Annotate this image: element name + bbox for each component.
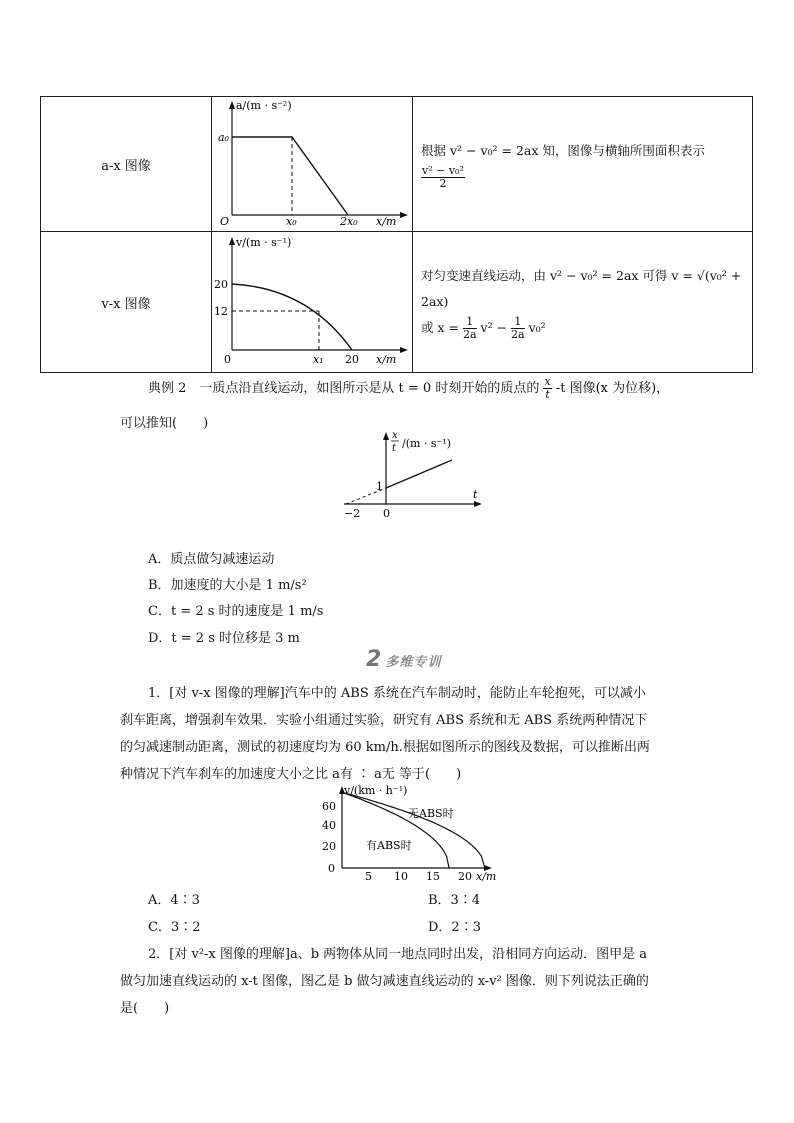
vx-frac2: [511, 316, 525, 341]
vx-label: v-x 图像: [101, 296, 151, 312]
ax-desc-text: 根据 v² − v₀² = 2ax 知，图像与横轴所围面积表示: [421, 143, 705, 158]
ex2-x-arrow: [474, 501, 482, 507]
vx-graph-cell: [212, 232, 413, 373]
example2-option-d[interactable]: D．t = 2 s 时位移是 3 m: [148, 631, 300, 646]
q1-xlabel: x/m: [476, 870, 497, 882]
q1-xtick-5: 5: [365, 870, 372, 882]
ex2-ylabel-num: x: [392, 430, 398, 441]
ax-label: a-x 图像: [101, 158, 151, 174]
q1-line1: 1．[对 v-x 图像的理解]汽车中的 ABS 系统在汽车制动时，能防止车轮抱死，可以减小: [148, 686, 646, 701]
table-row-ax: [41, 97, 753, 232]
example2-suffix: -t 图像(x 为位移)，: [555, 381, 670, 396]
q1-ytick-0: 0: [328, 862, 335, 875]
ex2-ylabel: /(m · s⁻¹): [402, 437, 452, 450]
q1-option-d[interactable]: D．2∶3: [428, 920, 481, 935]
vx-x20-label: 20: [345, 353, 359, 366]
ax-origin-label: O: [220, 215, 230, 227]
q1-option-a[interactable]: A．4∶3: [148, 893, 200, 908]
vx-frac2-den: 2a: [511, 328, 525, 341]
example2-option-c[interactable]: C．t = 2 s 时的速度是 1 m/s: [148, 604, 324, 619]
table-row-vx: [41, 232, 753, 373]
example2-line1: [148, 376, 669, 401]
ex2-ylabel-den: t: [392, 443, 397, 454]
ex2-one-label: 1: [376, 480, 383, 493]
q2-line2: 做匀加速直线运动的 x-t 图像，图乙是 b 做匀减速直线运动的 x-v² 图像．则下列说法正确的: [120, 974, 649, 989]
example2-line2: 可以推知( ): [120, 416, 209, 431]
example2-option-b[interactable]: B．加速度的大小是 1 m/s²: [148, 578, 307, 593]
ax-graph: [212, 97, 412, 227]
q1-label-abs: 有ABS时: [366, 839, 412, 852]
q1-chart: [310, 782, 500, 882]
ex2-line: [386, 460, 452, 488]
ax-y-arrow: [229, 101, 235, 109]
ax-curve: [232, 137, 348, 215]
example2-prefix: 典例 2 一质点沿直线运动，如图所示是从 t = 0 时刻开始的质点的: [148, 381, 540, 396]
vx-frac1: [463, 316, 477, 341]
q1-label-no-abs: 无ABS时: [408, 807, 454, 820]
q1-line2: 刹车距离，增强刹车效果．实验小组通过实验，研究有 ABS 系统和无 ABS 系统两种情况下: [120, 713, 648, 728]
q1-line3: 的匀减速制动距离，测试的初速度均为 60 km/h.根据如图所示的图线及数据，可以推断出两: [120, 740, 650, 755]
vx-xlabel: x/m: [376, 353, 397, 366]
ax-2x0-label: 2x₀: [340, 215, 358, 227]
q1-ylabel: v/(km · h⁻¹): [344, 784, 408, 797]
vx-frac2-num: 1: [511, 316, 525, 329]
row-label-vx: [41, 232, 212, 373]
q1-xtick-20: 20: [458, 870, 472, 882]
q1-xtick-10: 10: [394, 870, 408, 882]
example2-graph: [330, 428, 490, 520]
ax-desc-fraction: [421, 165, 465, 190]
vx-desc-line1: 对匀变速直线运动，由 v² − v₀² = 2ax 可得 v = √(v₀² + 2ax): [421, 268, 742, 309]
example2-option-a[interactable]: A．质点做匀减速运动: [148, 552, 275, 567]
row-label-ax: [41, 97, 212, 232]
ax-frac-den: 2: [439, 177, 447, 190]
section-banner: [366, 647, 441, 672]
vx-y-arrow: [229, 237, 235, 245]
vx-desc-line2: [421, 315, 752, 341]
example2-frac-den: t: [545, 388, 550, 401]
ex2-t-label: t: [473, 488, 478, 501]
vx-desc-prefix: 或 x =: [421, 320, 459, 335]
ax-ylabel: a/(m · s⁻²): [236, 99, 292, 112]
vx-y12-label: 12: [214, 305, 228, 318]
q1-ytick-20: 20: [322, 840, 336, 853]
ax-x0-label: x₀: [286, 215, 297, 227]
ex2-zero-label: 0: [383, 507, 390, 520]
q1-option-c[interactable]: C．3∶2: [148, 920, 201, 935]
q1-line4: 种情况下汽车刹车的加速度大小之比 a有 ∶ a无 等于( ): [120, 767, 462, 782]
ax-a0-label: a₀: [218, 131, 229, 144]
q1-curve-no-abs: [342, 792, 485, 868]
vx-desc-mid: v² −: [480, 320, 508, 335]
vx-x1-label: x₁: [313, 353, 324, 366]
q2-line1: 2．[对 v²-x 图像的理解]a、b 两物体从同一地点同时出发，沿相同方向运动．图甲是 a: [148, 947, 648, 962]
ax-x-arrow: [400, 212, 408, 218]
ex2-y-arrow: [383, 432, 389, 440]
vx-ylabel: v/(m · s⁻¹): [236, 236, 292, 249]
q1-ytick-40: 40: [322, 819, 336, 832]
q1-option-b[interactable]: B．3∶4: [428, 893, 481, 908]
vx-frac1-den: 2a: [462, 328, 477, 341]
ax-frac-num: v² − v₀²: [422, 164, 464, 177]
ax-graph-cell: [212, 97, 413, 232]
section-number: 2: [366, 647, 382, 672]
section-title: 多维专训: [385, 655, 442, 670]
ex2-neg2-label: −2: [344, 507, 361, 520]
ax-description: [413, 97, 753, 232]
vx-curve: [232, 284, 352, 350]
q2-line3: 是( ): [120, 1001, 170, 1016]
q1-curve-abs: [342, 792, 449, 868]
vx-description: [413, 232, 753, 373]
vx-graph: [212, 232, 412, 368]
example2-fraction: [543, 376, 551, 401]
vx-origin-label: 0: [224, 353, 231, 366]
q1-xtick-15: 15: [426, 870, 440, 882]
ax-xlabel: x/m: [376, 215, 397, 227]
vx-x-arrow: [400, 347, 408, 353]
graph-summary-table: [40, 96, 753, 373]
vx-frac1-num: 1: [463, 316, 477, 329]
vx-desc-tail: v₀²: [528, 320, 546, 335]
vx-y20-label: 20: [214, 278, 228, 291]
example2-frac-num: x: [544, 375, 551, 388]
q1-ytick-60: 60: [322, 800, 336, 813]
